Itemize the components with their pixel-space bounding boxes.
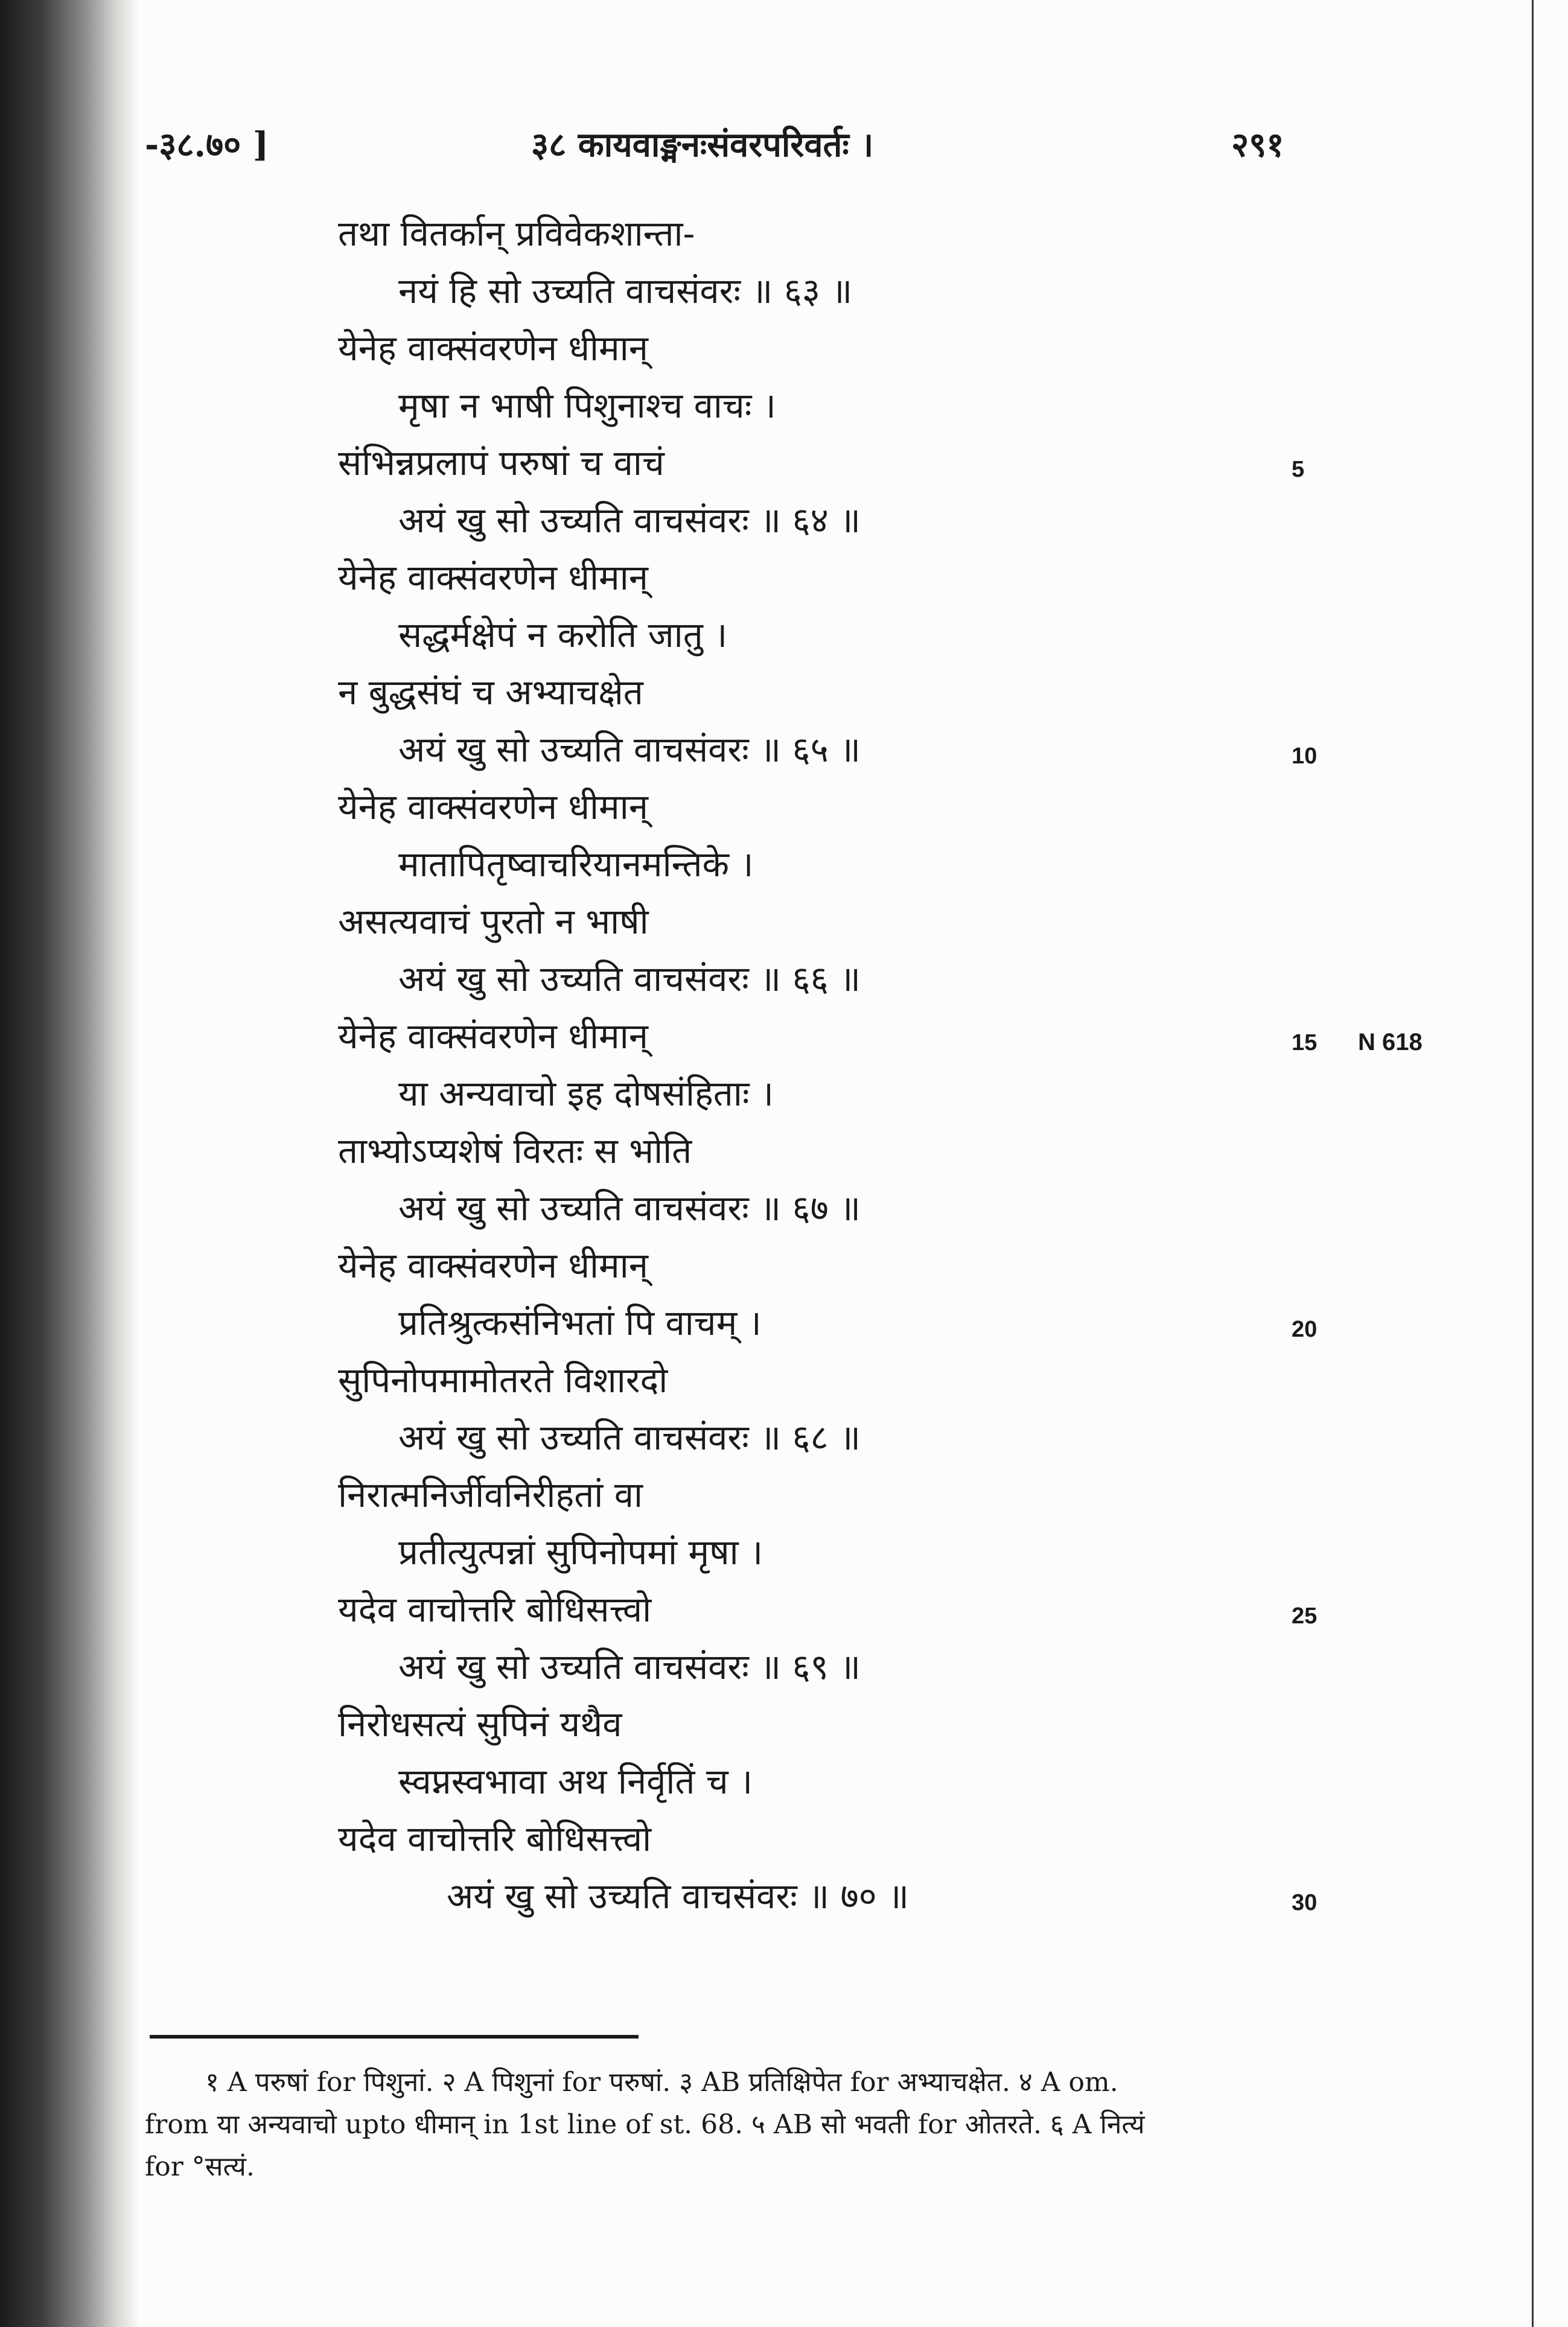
verse-line: येनेह वाक्संवरणेन धीमान् — [338, 1245, 648, 1286]
footnote-line: from या अन्यवाचो upto धीमान् in 1st line of st. 68. ५ AB सो भवती for ओतरते. ६ A नित्यं — [145, 2109, 1145, 2140]
verse-line: ताभ्योऽप्यशेषं विरतः स भोति — [338, 1130, 692, 1171]
verse-line: अयं खु सो उच्यति वाचसंवरः ॥ ६९ ॥ — [398, 1646, 861, 1687]
line-number-25: 25 — [1292, 1603, 1318, 1629]
line-number-5: 5 — [1292, 457, 1305, 482]
header-title: ३८ कायवाङ्मनःसंवरपरिवर्तः । — [531, 125, 874, 165]
header-page-number: २९१ — [1231, 125, 1284, 165]
verse-line: तथा वितर्कान् प्रविवेकशान्ता- — [338, 213, 695, 254]
verse-line: सुपिनोपमामोतरते विशारदो — [338, 1360, 668, 1401]
verse-line: अयं खु सो उच्यति वाचसंवरः ॥ ६४ ॥ — [398, 500, 861, 541]
verse-line: अयं खु सो उच्यति वाचसंवरः ॥ ६६ ॥ — [398, 958, 861, 999]
verse-line: नयं हि सो उच्यति वाचसंवरः ॥ ६३ ॥ — [398, 270, 853, 311]
verse-line: मातापितृष्वाचरियानमन्तिके । — [398, 844, 754, 885]
verse-line: न बुद्धसंघं च अभ्याचक्षेत — [338, 672, 643, 713]
verse-line: अयं खु सो उच्यति वाचसंवरः ॥ ७० ॥ — [447, 1876, 909, 1917]
page-edge-line — [1532, 0, 1534, 2327]
verse-line: यदेव वाचोत्तरि बोधिसत्त्वो — [338, 1589, 652, 1630]
verse-line: येनेह वाक्संवरणेन धीमान् — [338, 1016, 648, 1057]
line-number-10: 10 — [1292, 743, 1318, 769]
line-number-20: 20 — [1292, 1317, 1318, 1342]
verse-line: असत्यवाचं पुरतो न भाषी — [338, 901, 649, 942]
verse-line: निरात्मनिर्जीवनिरीहतां वा — [338, 1474, 643, 1515]
header-left: -३८.७० ] — [145, 125, 269, 165]
line-number-15: 15 — [1292, 1030, 1318, 1055]
verse-line: निरोधसत्यं सुपिनं यथैव — [338, 1704, 622, 1745]
marginal-reference: N 618 — [1358, 1029, 1423, 1055]
verse-line: येनेह वाक्संवरणेन धीमान् — [338, 328, 648, 369]
verse-line: अयं खु सो उच्यति वाचसंवरः ॥ ६७ ॥ — [398, 1188, 861, 1229]
verse-line: या अन्यवाचो इह दोषसंहिताः । — [398, 1073, 774, 1114]
verse-line: संभिन्नप्रलापं परुषां च वाचं — [338, 442, 664, 483]
verse-line: प्रतिश्रुत्कसंनिभतां पि वाचम् । — [398, 1302, 762, 1343]
verse-line: अयं खु सो उच्यति वाचसंवरः ॥ ६५ ॥ — [398, 729, 861, 770]
footnote-rule — [150, 2035, 639, 2039]
verse-line: मृषा न भाषी पिशुनाश्च वाचः । — [398, 385, 776, 426]
verse-line: अयं खु सो उच्यति वाचसंवरः ॥ ६८ ॥ — [398, 1417, 861, 1458]
verse-line: येनेह वाक्संवरणेन धीमान् — [338, 557, 648, 598]
line-number-30: 30 — [1292, 1890, 1318, 1915]
verse-line: यदेव वाचोत्तरि बोधिसत्त्वो — [338, 1818, 652, 1859]
verse-line: प्रतीत्युत्पन्नां सुपिनोपमां मृषा । — [398, 1532, 763, 1573]
footnote-line: for °सत्यं. — [145, 2151, 255, 2182]
footnote-line: १ A परुषां for पिशुनां. २ A पिशुनां for परुषां. ३ AB प्रतिक्षिपेत for अभ्याचक्षेत. ४ A om. — [205, 2067, 1118, 2098]
book-spine-shadow — [0, 0, 139, 2327]
verse-line: सद्धर्मक्षेपं न करोति जातु । — [398, 614, 728, 655]
verse-line: स्वप्नस्वभावा अथ निर्वृतिं च । — [398, 1761, 753, 1802]
verse-line: येनेह वाक्संवरणेन धीमान् — [338, 786, 648, 827]
